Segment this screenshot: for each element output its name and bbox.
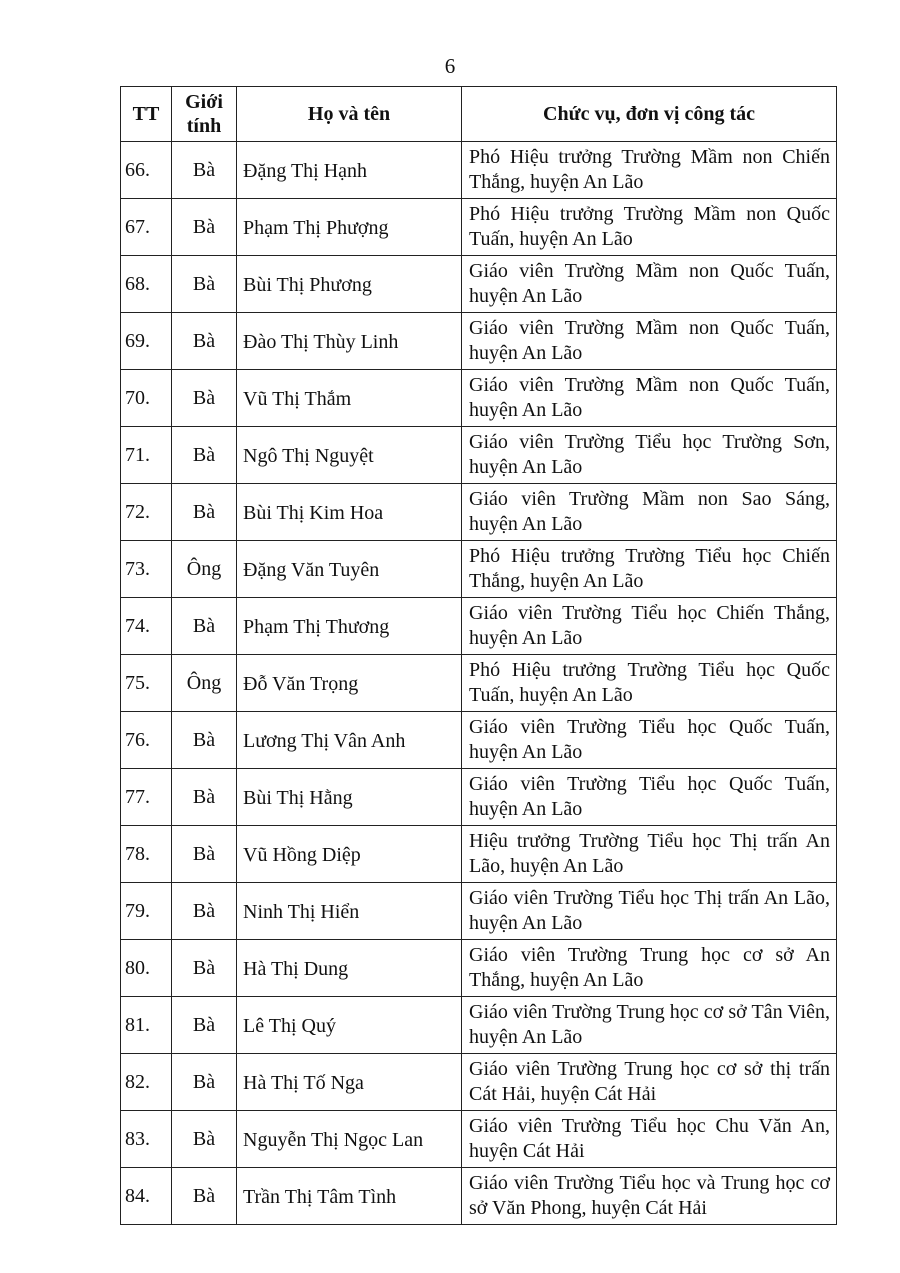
table-row bbox=[121, 313, 837, 370]
table-row bbox=[121, 1168, 837, 1225]
position-cell: Giáo viên Trường Trung học cơ sở Tân Viên, huyện An Lão bbox=[462, 997, 837, 1054]
gender-cell: Bà bbox=[172, 313, 237, 370]
row-number: 68. bbox=[121, 256, 172, 313]
table-row bbox=[121, 256, 837, 313]
row-number: 79. bbox=[121, 883, 172, 940]
name-cell: Nguyễn Thị Ngọc Lan bbox=[237, 1111, 462, 1168]
name-cell: Bùi Thị Phương bbox=[237, 256, 462, 313]
table-row bbox=[121, 940, 837, 997]
name-cell: Vũ Thị Thắm bbox=[237, 370, 462, 427]
name-cell: Hà Thị Tố Nga bbox=[237, 1054, 462, 1111]
table-row bbox=[121, 370, 837, 427]
table-row bbox=[121, 598, 837, 655]
table-row bbox=[121, 484, 837, 541]
table-row bbox=[121, 883, 837, 940]
table-row bbox=[121, 427, 837, 484]
header-tt: TT bbox=[121, 87, 172, 142]
row-number: 74. bbox=[121, 598, 172, 655]
gender-cell: Bà bbox=[172, 769, 237, 826]
name-cell: Đỗ Văn Trọng bbox=[237, 655, 462, 712]
gender-cell: Ông bbox=[172, 655, 237, 712]
table-row bbox=[121, 1054, 837, 1111]
row-number: 84. bbox=[121, 1168, 172, 1225]
table-row bbox=[121, 712, 837, 769]
gender-cell: Bà bbox=[172, 1054, 237, 1111]
row-number: 71. bbox=[121, 427, 172, 484]
name-cell: Đặng Văn Tuyên bbox=[237, 541, 462, 598]
row-number: 82. bbox=[121, 1054, 172, 1111]
position-cell: Giáo viên Trường Mầm non Quốc Tuấn, huyện An Lão bbox=[462, 313, 837, 370]
name-cell: Trần Thị Tâm Tình bbox=[237, 1168, 462, 1225]
name-cell: Ngô Thị Nguyệt bbox=[237, 427, 462, 484]
position-cell: Giáo viên Trường Tiểu học Thị trấn An Lão, huyện An Lão bbox=[462, 883, 837, 940]
position-cell: Giáo viên Trường Mầm non Quốc Tuấn, huyện An Lão bbox=[462, 256, 837, 313]
name-cell: Lê Thị Quý bbox=[237, 997, 462, 1054]
table-row bbox=[121, 541, 837, 598]
header-name: Họ và tên bbox=[237, 87, 462, 142]
header-gender: Giới tính bbox=[172, 87, 237, 142]
row-number: 73. bbox=[121, 541, 172, 598]
position-cell: Hiệu trưởng Trường Tiểu học Thị trấn An Lão, huyện An Lão bbox=[462, 826, 837, 883]
row-number: 67. bbox=[121, 199, 172, 256]
position-cell: Giáo viên Trường Tiểu học Quốc Tuấn, huyện An Lão bbox=[462, 712, 837, 769]
table-row bbox=[121, 199, 837, 256]
gender-cell: Bà bbox=[172, 199, 237, 256]
gender-cell: Bà bbox=[172, 940, 237, 997]
gender-cell: Bà bbox=[172, 256, 237, 313]
table-row bbox=[121, 655, 837, 712]
name-cell: Phạm Thị Phượng bbox=[237, 199, 462, 256]
row-number: 78. bbox=[121, 826, 172, 883]
row-number: 80. bbox=[121, 940, 172, 997]
gender-cell: Bà bbox=[172, 370, 237, 427]
table-header-row bbox=[121, 87, 837, 142]
row-number: 77. bbox=[121, 769, 172, 826]
position-cell: Phó Hiệu trưởng Trường Tiểu học Quốc Tuấn, huyện An Lão bbox=[462, 655, 837, 712]
name-cell: Bùi Thị Kim Hoa bbox=[237, 484, 462, 541]
table-row bbox=[121, 1111, 837, 1168]
position-cell: Giáo viên Trường Mầm non Sao Sáng, huyện An Lão bbox=[462, 484, 837, 541]
position-cell: Giáo viên Trường Tiểu học Chu Văn An, huyện Cát Hải bbox=[462, 1111, 837, 1168]
table-row bbox=[121, 142, 837, 199]
position-cell: Phó Hiệu trưởng Trường Tiểu học Chiến Thắng, huyện An Lão bbox=[462, 541, 837, 598]
gender-cell: Bà bbox=[172, 826, 237, 883]
gender-cell: Ông bbox=[172, 541, 237, 598]
gender-cell: Bà bbox=[172, 142, 237, 199]
row-number: 69. bbox=[121, 313, 172, 370]
gender-cell: Bà bbox=[172, 598, 237, 655]
name-cell: Đặng Thị Hạnh bbox=[237, 142, 462, 199]
row-number: 72. bbox=[121, 484, 172, 541]
gender-cell: Bà bbox=[172, 427, 237, 484]
table-row bbox=[121, 826, 837, 883]
position-cell: Giáo viên Trường Mầm non Quốc Tuấn, huyện An Lão bbox=[462, 370, 837, 427]
row-number: 76. bbox=[121, 712, 172, 769]
row-number: 83. bbox=[121, 1111, 172, 1168]
row-number: 75. bbox=[121, 655, 172, 712]
gender-cell: Bà bbox=[172, 1111, 237, 1168]
row-number: 81. bbox=[121, 997, 172, 1054]
gender-cell: Bà bbox=[172, 883, 237, 940]
position-cell: Giáo viên Trường Trung học cơ sở An Thắng, huyện An Lão bbox=[462, 940, 837, 997]
name-cell: Hà Thị Dung bbox=[237, 940, 462, 997]
table-row bbox=[121, 997, 837, 1054]
name-cell: Đào Thị Thùy Linh bbox=[237, 313, 462, 370]
gender-cell: Bà bbox=[172, 1168, 237, 1225]
name-cell: Vũ Hồng Diệp bbox=[237, 826, 462, 883]
name-cell: Lương Thị Vân Anh bbox=[237, 712, 462, 769]
table-row bbox=[121, 769, 837, 826]
page-number: 6 bbox=[444, 54, 456, 78]
gender-cell: Bà bbox=[172, 997, 237, 1054]
position-cell: Giáo viên Trường Tiểu học và Trung học cơ sở Văn Phong, huyện Cát Hải bbox=[462, 1168, 837, 1225]
name-cell: Phạm Thị Thương bbox=[237, 598, 462, 655]
position-cell: Phó Hiệu trưởng Trường Mầm non Quốc Tuấn, huyện An Lão bbox=[462, 199, 837, 256]
table-body bbox=[121, 142, 837, 1225]
position-cell: Giáo viên Trường Trung học cơ sở thị trấn Cát Hải, huyện Cát Hải bbox=[462, 1054, 837, 1111]
position-cell: Giáo viên Trường Tiểu học Trường Sơn, huyện An Lão bbox=[462, 427, 837, 484]
gender-cell: Bà bbox=[172, 712, 237, 769]
row-number: 66. bbox=[121, 142, 172, 199]
gender-cell: Bà bbox=[172, 484, 237, 541]
position-cell: Phó Hiệu trưởng Trường Mầm non Chiến Thắng, huyện An Lão bbox=[462, 142, 837, 199]
position-cell: Giáo viên Trường Tiểu học Quốc Tuấn, huyện An Lão bbox=[462, 769, 837, 826]
header-position: Chức vụ, đơn vị công tác bbox=[462, 87, 837, 142]
personnel-table bbox=[120, 86, 837, 1225]
name-cell: Ninh Thị Hiển bbox=[237, 883, 462, 940]
position-cell: Giáo viên Trường Tiểu học Chiến Thắng, huyện An Lão bbox=[462, 598, 837, 655]
name-cell: Bùi Thị Hằng bbox=[237, 769, 462, 826]
row-number: 70. bbox=[121, 370, 172, 427]
